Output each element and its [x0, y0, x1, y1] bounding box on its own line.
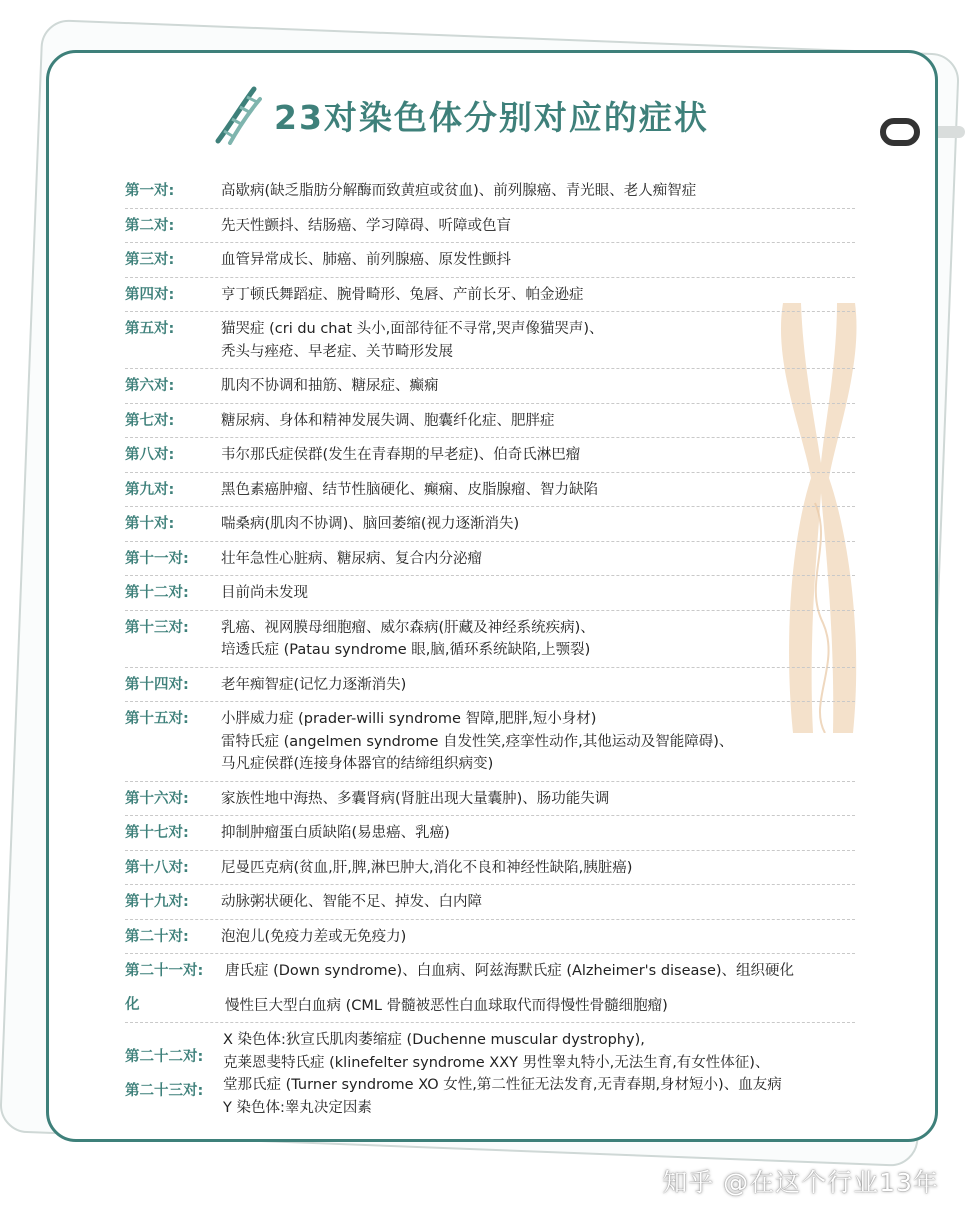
row-label: 第三对: [125, 252, 175, 268]
list-item-9 [125, 473, 855, 508]
list-item-11 [125, 542, 855, 577]
row-content [221, 582, 855, 605]
list-item-6 [125, 369, 855, 404]
list-item-10 [125, 507, 855, 542]
row-content [221, 617, 855, 662]
row-label: 第十五对: [125, 711, 189, 727]
row-content [223, 1029, 855, 1119]
row-label: 第二十三对: [125, 1083, 204, 1099]
row-label: 第二十一对: [125, 963, 204, 979]
list-item-20 [125, 920, 855, 955]
row-label: 第四对: [125, 286, 175, 303]
row-line: 血管异常成长、肺癌、前列腺癌、原发性颤抖 [221, 252, 511, 268]
row-line: Y 染色体:睾丸决定因素 [223, 1099, 372, 1116]
row-content [221, 960, 855, 1017]
row-content [221, 926, 855, 949]
row-content [221, 444, 855, 467]
row-label: 第十四对: [125, 676, 189, 693]
row-line: 黑色素癌肿瘤、结节性脑硬化、癫痫、皮脂腺瘤、智力缺陷 [221, 481, 598, 498]
row-content [221, 215, 855, 238]
row-content [221, 375, 855, 398]
list-item-8 [125, 438, 855, 473]
row-line: 雷特氏症 (angelmen syndrome 自发性笑,痉挛性动作,其他运动及智能障碍)、 [221, 733, 734, 750]
row-line: 抑制肿瘤蛋白质缺陷(易患癌、乳癌) [221, 825, 450, 841]
row-line: 小胖威力症 (prader-willi syndrome 智障,肥胖,短小身材) [221, 711, 597, 727]
row-line: 先天性颤抖、结肠癌、学习障碍、听障或色盲 [221, 217, 511, 234]
row-content [221, 548, 855, 571]
row-content [221, 284, 855, 307]
row-line: 家族性地中海热、多囊肾病(肾脏出现大量囊肿)、肠功能失调 [221, 790, 610, 807]
row-line: 猫哭症 (cri du chat 头小,面部待征不寻常,哭声像猫哭声)、 [221, 321, 604, 337]
page-title: 23对染色体分别对应的症状 [274, 97, 709, 137]
row-label: 第十二对: [125, 585, 189, 601]
row-line: 唐氏症 (Down syndrome)、白血病、阿兹海默氏症 (Alzheimer's disease)、组织硬化 [225, 963, 795, 979]
row-content [221, 857, 855, 880]
row-label: 第一对: [125, 183, 175, 199]
page-header [210, 80, 709, 150]
row-labels [125, 1029, 223, 1119]
row-content [221, 674, 855, 697]
list-item-14 [125, 668, 855, 703]
row-content [221, 822, 855, 845]
row-content [221, 410, 855, 433]
list-item-4 [125, 278, 855, 313]
list-item-18 [125, 851, 855, 886]
row-content [221, 249, 855, 272]
row-label: 第二对: [125, 217, 175, 234]
row-label: 第十三对: [125, 619, 189, 636]
row-line: X 染色体:狄宣氏肌肉萎缩症 (Duchenne muscular dystrophy), [223, 1032, 645, 1048]
row-line: 慢性巨大型白血病 (CML 骨髓被恶性白血球取代而得慢性骨髓细胞瘤) [225, 997, 668, 1014]
row-content [221, 788, 855, 811]
row-line: 泡泡儿(免疫力差或无免疫力) [221, 928, 407, 945]
row-label: 第十一对: [125, 550, 189, 567]
list-item-5 [125, 312, 855, 369]
dna-icon [210, 85, 262, 145]
row-label: 第十七对: [125, 825, 189, 841]
row-content [221, 180, 855, 203]
row-label: 第五对: [125, 321, 175, 337]
row-line: 肌肉不协调和抽筋、糖尿症、癫痫 [221, 378, 439, 394]
row-label-wrap: 化 [125, 997, 140, 1013]
row-label: 第二十二对: [125, 1049, 204, 1065]
list-item-13 [125, 611, 855, 668]
row-line: 高歇病(缺乏脂肪分解酶而致黄疸或贫血)、前列腺癌、青光眼、老人痴智症 [221, 183, 697, 199]
list-item-19 [125, 885, 855, 920]
row-line: 马凡症侯群(连接身体器官的结缔组织病变) [221, 756, 494, 772]
row-label: 第九对: [125, 481, 175, 498]
list-item-17 [125, 816, 855, 851]
row-line: 糖尿病、身体和精神发展失调、胞囊纤化症、肥胖症 [221, 412, 555, 429]
row-line: 目前尚未发现 [221, 585, 308, 601]
row-line: 秃头与痤疮、早老症、关节畸形发展 [221, 343, 453, 360]
row-content [221, 708, 855, 776]
document-card [46, 50, 938, 1142]
list-item-12 [125, 576, 855, 611]
row-content [221, 513, 855, 536]
row-line: 克莱恩斐特氏症 (klinefelter syndrome XXY 男性睾丸特小,无法生育,有女性体征)、 [223, 1054, 770, 1071]
row-label: 第十九对: [125, 894, 189, 910]
row-line: 乳癌、视网膜母细胞瘤、威尔森病(肝藏及神经系统疾病)、 [221, 619, 595, 636]
row-label: 第十六对: [125, 790, 189, 807]
row-content [221, 479, 855, 502]
row-label: 第六对: [125, 378, 175, 394]
list-item-21 [125, 954, 855, 1023]
row-line: 老年痴智症(记忆力逐渐消失) [221, 676, 407, 693]
row-content [221, 891, 855, 914]
row-line: 培透氏症 (Patau syndrome 眼,脑,循环系统缺陷,上颚裂) [221, 642, 591, 658]
row-label: 第七对: [125, 412, 175, 429]
row-line: 动脉粥状硬化、智能不足、掉发、白内障 [221, 894, 482, 910]
symptom-list [125, 174, 855, 1124]
list-item-15 [125, 702, 855, 782]
row-label: 第十对: [125, 516, 175, 532]
list-item-2 [125, 209, 855, 244]
row-line: 韦尔那氏症侯群(发生在青春期的早老症)、伯奇氏淋巴瘤 [221, 447, 581, 463]
list-item-1 [125, 174, 855, 209]
row-line: 堂那氏症 (Turner syndrome XO 女性,第二性征无法发育,无青春期,身材短小)、血友病 [223, 1077, 782, 1093]
row-line: 亨丁顿氏舞蹈症、腕骨畸形、兔唇、产前长牙、帕金逊症 [221, 286, 584, 303]
list-item-16 [125, 782, 855, 817]
row-line: 壮年急性心脏病、糖尿病、复合内分泌瘤 [221, 550, 482, 567]
list-item-22-23 [125, 1023, 855, 1124]
row-label: 第八对: [125, 447, 175, 463]
watermark: 知乎 @在这个行业13年 [662, 1168, 939, 1197]
row-line: 喘桑病(肌肉不协调)、脑回萎缩(视力逐渐消失) [221, 516, 520, 532]
list-item-3 [125, 243, 855, 278]
list-item-7 [125, 404, 855, 439]
row-content [221, 318, 855, 363]
row-label: 第二十对: [125, 928, 189, 945]
row-label: 第十八对: [125, 859, 189, 876]
binder-ring [880, 118, 920, 146]
row-line: 尼曼匹克病(贫血,肝,脾,淋巴肿大,消化不良和神经性缺陷,胰脏癌) [221, 859, 633, 876]
